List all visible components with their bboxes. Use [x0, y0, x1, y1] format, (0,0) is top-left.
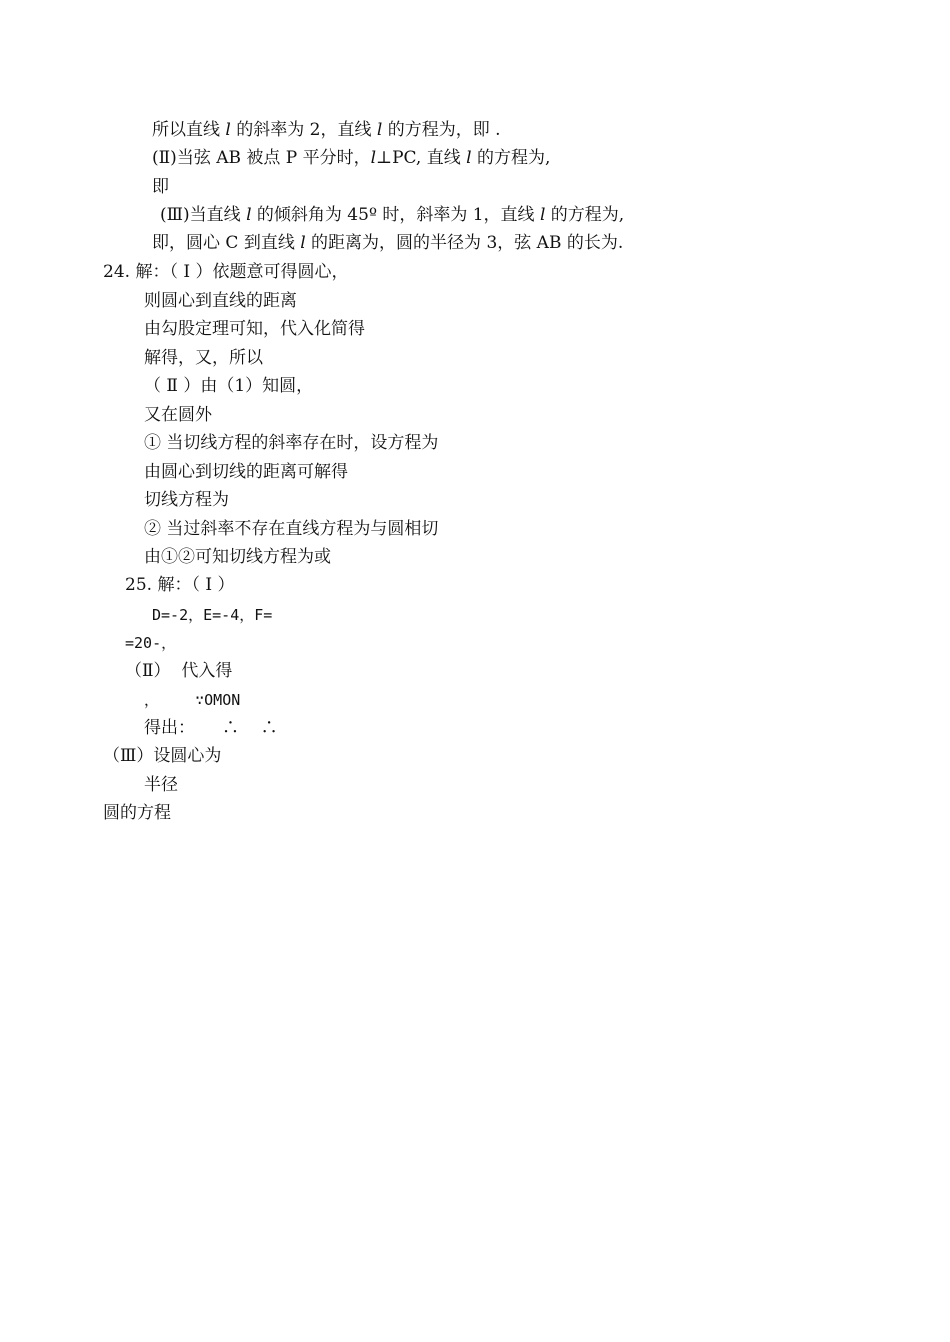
- variable-l: l: [370, 148, 377, 168]
- text-segment: ⊥PC, 直线: [376, 148, 467, 168]
- solution-line: [152, 147, 550, 169]
- text-segment: 的斜率为 2，直线: [230, 120, 377, 140]
- text-segment: 的方程为,: [471, 148, 551, 168]
- text-segment: (Ⅱ)当弦 AB 被点 P 平分时，: [152, 148, 371, 168]
- variable-l: l: [466, 148, 472, 168]
- solution-line: D=-2，E=-4，F=: [152, 606, 273, 624]
- solution-line: （Ⅱ） 代入得: [125, 661, 233, 681]
- solution-line: （ Ⅱ ）由（1）知圆，: [144, 376, 314, 396]
- solution-line: [152, 119, 501, 141]
- solution-line: ① 当切线方程的斜率存在时，设方程为: [144, 433, 439, 453]
- text-segment: 即，圆心 C 到直线: [152, 233, 301, 253]
- text-segment: (Ⅲ)当直线: [160, 205, 247, 225]
- solution-line: 圆的方程: [103, 803, 171, 823]
- variable-l: l: [376, 120, 383, 140]
- solution-line: 由①②可知切线方程为或: [144, 547, 331, 567]
- solution-line: （Ⅲ）设圆心为: [103, 746, 222, 766]
- variable-l: l: [539, 205, 546, 225]
- text-segment: 的倾斜角为 45º 时，斜率为 1，直线: [251, 205, 540, 225]
- variable-l: l: [225, 120, 231, 140]
- solution-line: ， ∵OMON: [144, 691, 241, 709]
- solution-line: [160, 204, 624, 226]
- text-segment: 的距离为，圆的半径为 3，弦 AB 的长为.: [305, 233, 624, 253]
- solution-line: 切线方程为: [144, 490, 229, 510]
- solution-line: 又在圆外: [144, 405, 212, 425]
- text-segment: 的方程为,: [545, 205, 625, 225]
- variable-l: l: [300, 233, 306, 253]
- variable-l: l: [246, 205, 252, 225]
- solution-line: =20-，: [125, 634, 177, 652]
- problem-25-heading: 25. 解：（ Ⅰ ）: [125, 575, 235, 595]
- text-segment: 所以直线: [152, 120, 226, 140]
- solution-line: 由圆心到切线的距离可解得: [144, 462, 348, 482]
- solution-line: [152, 232, 623, 254]
- text-segment: 的方程为，即 .: [382, 120, 501, 140]
- solution-line: ② 当过斜率不存在直线方程为与圆相切: [144, 519, 439, 539]
- solution-line: 由勾股定理可知，代入化简得: [144, 319, 365, 339]
- solution-line: 即: [152, 177, 169, 197]
- solution-line: 则圆心到直线的距离: [144, 291, 297, 311]
- problem-24-heading: 24. 解：（ Ⅰ ）依题意可得圆心，: [103, 262, 349, 282]
- solution-line: 解得，又，所以: [144, 348, 263, 368]
- solution-line: 得出： ∴ ∴: [144, 718, 278, 738]
- solution-line: 半径: [144, 775, 178, 795]
